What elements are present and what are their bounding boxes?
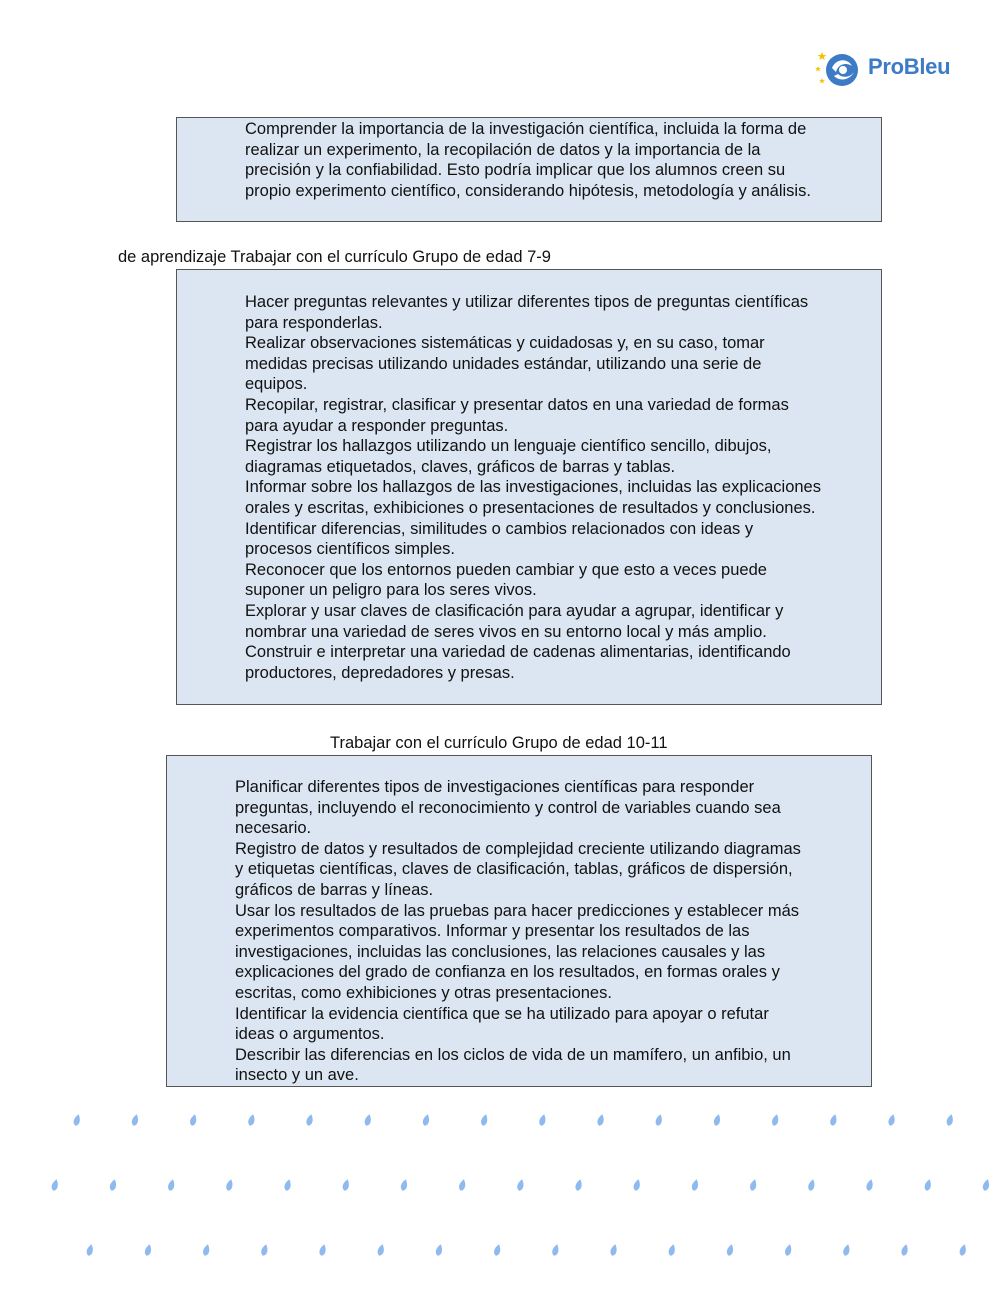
droplet-icon [51,1178,60,1191]
droplet-icon [633,1178,642,1191]
probleu-logo [814,46,964,92]
droplet-icon [829,1113,838,1126]
droplet-icon [959,1243,968,1256]
droplet-icon [318,1243,327,1256]
text-line: Reconocer que los entornos pueden cambiar y que esto a veces puede [245,560,767,579]
text-line: orales y escritas, exhibiciones o presentaciones de resultados y conclusiones. [245,498,816,517]
text-line: Identificar diferencias, similitudes o cambios relacionados con ideas y [245,519,754,538]
text-line: ideas o argumentos. [235,1025,385,1044]
droplet-icon [691,1178,700,1191]
droplet-icon [377,1243,386,1256]
brand-name: ProBleu [868,54,951,79]
droplet-icon [749,1178,758,1191]
text-line: productores, depredadores y presas. [245,663,515,682]
text-line: Explorar y usar claves de clasificación para ayudar a agrupar, identificar y [245,601,784,620]
droplet-icon [784,1243,793,1256]
droplet-icon [167,1178,176,1191]
text-line: explicaciones del grado de confianza en los resultados, en formas orales y [235,963,780,982]
curriculum-text-10-11 [235,777,801,1086]
droplet-pattern [0,1100,1000,1270]
text-line: Informar sobre los hallazgos de las investigaciones, incluidas las explicaciones [245,478,821,497]
text-line: Registrar los hallazgos utilizando un lenguaje científico sencillo, dibujos, [245,437,772,456]
droplet-icon [842,1243,851,1256]
text-line: procesos científicos simples. [245,540,455,559]
droplet-icon [422,1113,431,1126]
objective-text [245,119,811,201]
droplet-icon [458,1178,467,1191]
droplet-icon [73,1113,82,1126]
droplet-icon [713,1113,722,1126]
text-line: escritas, como exhibiciones y otras presentaciones. [235,983,612,1002]
droplet-icon [260,1243,269,1256]
droplet-icon [551,1243,560,1256]
droplet-icon [144,1243,153,1256]
droplet-icon [364,1113,373,1126]
droplet-icon [202,1243,211,1256]
droplet-icon [887,1113,896,1126]
droplet-icon [342,1178,351,1191]
droplet-icon [283,1178,292,1191]
droplet-icon [609,1243,618,1256]
text-line: Registro de datos y resultados de complejidad creciente utilizando diagramas [235,839,801,858]
probleu-emblem-icon [814,46,866,92]
curriculum-text-7-9 [245,292,821,683]
droplet-icon [109,1178,118,1191]
droplet-icon [574,1178,583,1191]
droplet-icon [655,1113,664,1126]
text-line: Construir e interpretar una variedad de cadenas alimentarias, identificando [245,643,791,662]
text-line: Usar los resultados de las pruebas para hacer predicciones y establecer más [235,901,800,920]
droplet-icon [538,1113,547,1126]
droplet-icon [982,1178,991,1191]
text-line: Identificar la evidencia científica que se ha utilizado para apoyar o refutar [235,1004,769,1023]
text-line: medidas precisas utilizando unidades estándar, utilizando una serie de [245,354,762,373]
text-line: realizar un experimento, la recopilación de datos y la importancia de la [245,140,761,159]
text-line: precisión y la confiabilidad. Esto podría implicar que los alumnos creen su [245,161,786,180]
text-line: necesario. [235,819,312,838]
droplet-icon [865,1178,874,1191]
droplet-icon [596,1113,605,1126]
text-line: experimentos comparativos. Informar y presentar los resultados de las [235,922,750,941]
droplet-icon [435,1243,444,1256]
text-line: Describir las diferencias en los ciclos de vida de un mamífero, un anfibio, un [235,1045,791,1064]
text-line: diagramas etiquetados, claves, gráficos de barras y tablas. [245,457,676,476]
droplet-icon [924,1178,933,1191]
droplet-icon [131,1113,140,1126]
droplet-icon [900,1243,909,1256]
text-line: Comprender la importancia de la investigación científica, incluida la forma de [245,120,807,138]
text-line: para responderlas. [245,313,383,332]
text-line: gráficos de barras y líneas. [235,880,434,899]
text-line: Recopilar, registrar, clasificar y presentar datos en una variedad de formas [245,395,789,414]
section-heading-7-9: de aprendizaje Trabajar con el currículo Grupo de edad 7-9 [118,248,551,266]
droplet-icon [480,1113,489,1126]
droplet-icon [247,1113,256,1126]
droplet-icon [771,1113,780,1126]
droplet-icon [305,1113,314,1126]
droplet-icon [189,1113,198,1126]
text-line: Hacer preguntas relevantes y utilizar diferentes tipos de preguntas científicas [245,293,809,311]
droplet-icon [400,1178,409,1191]
droplet-icon [807,1178,816,1191]
text-line: investigaciones, incluidas las conclusiones, las relaciones causales y las [235,942,766,961]
section-heading-10-11: Trabajar con el currículo Grupo de edad 10-11 [330,734,668,752]
droplet-icon [225,1178,234,1191]
text-line: nombrar una variedad de seres vivos en su entorno local y más amplio. [245,622,767,641]
text-line: para ayudar a responder preguntas. [245,416,509,435]
text-line: y etiquetas científicas, claves de clasificación, tablas, gráficos de dispersión, [235,860,793,879]
droplet-icon [493,1243,502,1256]
droplet-icon [726,1243,735,1256]
text-line: suponer un peligro para los seres vivos. [245,581,537,600]
droplet-icon [86,1243,95,1256]
text-line: Planificar diferentes tipos de investigaciones científicas para responder [235,778,755,796]
text-line: insecto y un ave. [235,1066,359,1085]
droplet-icon [516,1178,525,1191]
droplet-icon [668,1243,677,1256]
droplet-icon [946,1113,955,1126]
text-line: Realizar observaciones sistemáticas y cuidadosas y, en su caso, tomar [245,334,765,353]
text-line: propio experimento científico, considerando hipótesis, metodología y análisis. [245,181,811,200]
text-line: preguntas, incluyendo el reconocimiento y control de variables cuando sea [235,798,781,817]
text-line: equipos. [245,375,308,394]
